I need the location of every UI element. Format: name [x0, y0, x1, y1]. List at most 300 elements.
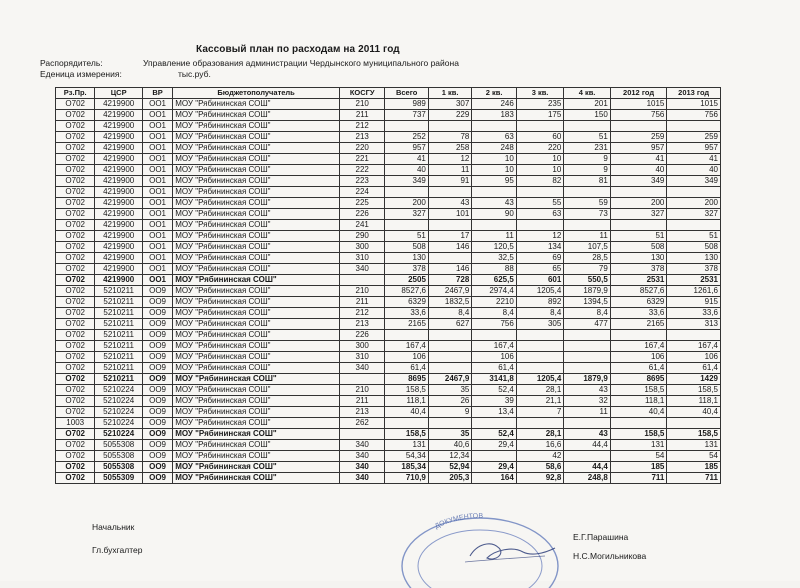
table-row: [56, 253, 721, 264]
cell-vr: ОО9: [142, 396, 172, 407]
table-row: [56, 187, 721, 198]
stamp-inner-ring: [418, 530, 542, 588]
cell-total: [385, 220, 428, 231]
table-row: [56, 209, 721, 220]
cell-recipient: МОУ "Рябининская СОШ": [173, 176, 340, 187]
cell-y2012: 131: [610, 440, 667, 451]
cell-recipient: МОУ "Рябининская СОШ": [173, 242, 340, 253]
col-header-q1: 1 кв.: [428, 88, 471, 99]
cell-q3: 60: [516, 132, 564, 143]
cell-vr: ОО1: [142, 143, 172, 154]
cell-total: 40,4: [385, 407, 428, 418]
cell-total: 8695: [385, 374, 428, 385]
cell-q3: [516, 220, 564, 231]
cell-y2012: 378: [610, 264, 667, 275]
cell-q2: 106: [472, 352, 516, 363]
cell-q1: 40,6: [428, 440, 471, 451]
cell-rzpr: О702: [56, 154, 95, 165]
cell-csr: 4219900: [95, 242, 143, 253]
cell-q3: 220: [516, 143, 564, 154]
cell-recipient: МОУ "Рябининская СОШ": [173, 407, 340, 418]
table-row: [56, 385, 721, 396]
cell-q1: 2467,9: [428, 286, 471, 297]
cell-q3: 58,6: [516, 462, 564, 473]
cell-kosgu: 300: [339, 341, 384, 352]
cell-q1: 17: [428, 231, 471, 242]
cell-q1: 8,4: [428, 308, 471, 319]
cell-total: [385, 187, 428, 198]
cell-q4: 550,5: [564, 275, 610, 286]
cell-q2: 120,5: [472, 242, 516, 253]
col-header-2012: 2012 год: [610, 88, 667, 99]
cell-rzpr: О702: [56, 143, 95, 154]
cell-q4: 11: [564, 407, 610, 418]
cell-q3: 8,4: [516, 308, 564, 319]
col-header-q3: 3 кв.: [516, 88, 564, 99]
cell-kosgu: 210: [339, 99, 384, 110]
table-row: [56, 132, 721, 143]
cell-total: 61,4: [385, 363, 428, 374]
cell-csr: 5210224: [95, 429, 143, 440]
cell-q3: [516, 341, 564, 352]
table-body: [56, 99, 721, 484]
cell-kosgu: 213: [339, 319, 384, 330]
cell-total: 710,9: [385, 473, 428, 484]
cell-total: 2505: [385, 275, 428, 286]
cell-recipient: МОУ "Рябининская СОШ": [173, 220, 340, 231]
cell-kosgu: 210: [339, 286, 384, 297]
cell-vr: ОО1: [142, 165, 172, 176]
cell-rzpr: О702: [56, 385, 95, 396]
cell-kosgu: 224: [339, 187, 384, 198]
cell-csr: 4219900: [95, 264, 143, 275]
cell-csr: 5055308: [95, 451, 143, 462]
table-row: [56, 330, 721, 341]
cell-y2013: 1261,6: [667, 286, 721, 297]
cell-vr: ОО9: [142, 308, 172, 319]
cell-q3: 69: [516, 253, 564, 264]
cell-total: 33,6: [385, 308, 428, 319]
cell-y2012: 158,5: [610, 385, 667, 396]
cell-y2012: 54: [610, 451, 667, 462]
cash-plan-table: [55, 87, 721, 484]
cell-rzpr: О702: [56, 242, 95, 253]
cell-q1: 146: [428, 242, 471, 253]
cell-kosgu: 213: [339, 407, 384, 418]
cell-rzpr: О702: [56, 121, 95, 132]
cell-y2013: 167,4: [667, 341, 721, 352]
cell-q2: 2210: [472, 297, 516, 308]
cell-vr: ОО1: [142, 110, 172, 121]
cell-q3: 10: [516, 154, 564, 165]
cell-q4: 9: [564, 154, 610, 165]
cell-csr: 5210211: [95, 308, 143, 319]
cell-vr: ОО9: [142, 462, 172, 473]
cell-csr: 4219900: [95, 132, 143, 143]
cell-rzpr: О702: [56, 363, 95, 374]
cell-vr: ОО9: [142, 385, 172, 396]
cell-q4: 28,5: [564, 253, 610, 264]
cell-q2: 10: [472, 154, 516, 165]
cell-recipient: МОУ "Рябининская СОШ": [173, 319, 340, 330]
cell-y2013: [667, 418, 721, 429]
cell-rzpr: О702: [56, 308, 95, 319]
cell-q3: [516, 352, 564, 363]
cell-recipient: МОУ "Рябининская СОШ": [173, 429, 340, 440]
cell-q2: 52,4: [472, 429, 516, 440]
cell-csr: 4219900: [95, 187, 143, 198]
col-header-recipient: Бюджетополучатель: [173, 88, 340, 99]
cell-kosgu: 340: [339, 462, 384, 473]
cell-q3: [516, 121, 564, 132]
cell-csr: 5210211: [95, 330, 143, 341]
cell-y2012: 327: [610, 209, 667, 220]
cell-q2: 13,4: [472, 407, 516, 418]
cell-y2012: 41: [610, 154, 667, 165]
cell-q2: [472, 418, 516, 429]
cell-vr: ОО9: [142, 473, 172, 484]
cell-rzpr: О702: [56, 231, 95, 242]
cell-q2: 248: [472, 143, 516, 154]
cell-total: 54,34: [385, 451, 428, 462]
table-row: [56, 308, 721, 319]
cell-q1: 35: [428, 429, 471, 440]
cell-csr: 5055309: [95, 473, 143, 484]
cell-q2: 167,4: [472, 341, 516, 352]
cell-q4: 477: [564, 319, 610, 330]
cell-total: 737: [385, 110, 428, 121]
cell-vr: ОО9: [142, 363, 172, 374]
table-row: [56, 341, 721, 352]
cell-y2013: 185: [667, 462, 721, 473]
cell-q2: 625,5: [472, 275, 516, 286]
cell-y2012: 2165: [610, 319, 667, 330]
col-header-2013: 2013 год: [667, 88, 721, 99]
cell-q1: 91: [428, 176, 471, 187]
cell-csr: 5055308: [95, 462, 143, 473]
table-row: [56, 198, 721, 209]
cell-total: 41: [385, 154, 428, 165]
cell-y2012: 158,5: [610, 429, 667, 440]
cell-vr: ОО1: [142, 132, 172, 143]
cell-kosgu: [339, 374, 384, 385]
cell-q3: 65: [516, 264, 564, 275]
cell-total: [385, 330, 428, 341]
official-stamp: [395, 508, 570, 588]
cell-q1: 11: [428, 165, 471, 176]
cell-total: [385, 418, 428, 429]
cell-total: 131: [385, 440, 428, 451]
cell-rzpr: О702: [56, 473, 95, 484]
cell-y2013: 54: [667, 451, 721, 462]
cell-q4: 231: [564, 143, 610, 154]
cell-csr: 5210211: [95, 341, 143, 352]
cell-q4: 11: [564, 231, 610, 242]
cell-recipient: МОУ "Рябининская СОШ": [173, 253, 340, 264]
cell-csr: 5210211: [95, 297, 143, 308]
cell-y2012: 6329: [610, 297, 667, 308]
cell-total: 252: [385, 132, 428, 143]
cell-total: 508: [385, 242, 428, 253]
cell-total: 200: [385, 198, 428, 209]
cell-y2012: 508: [610, 242, 667, 253]
cell-y2012: 2531: [610, 275, 667, 286]
cell-q2: 39: [472, 396, 516, 407]
table-row: [56, 418, 721, 429]
cell-total: 130: [385, 253, 428, 264]
cell-q1: 12: [428, 154, 471, 165]
cell-recipient: МОУ "Рябининская СОШ": [173, 352, 340, 363]
cell-q3: 12: [516, 231, 564, 242]
cell-csr: 4219900: [95, 198, 143, 209]
cell-y2013: 957: [667, 143, 721, 154]
cell-kosgu: 213: [339, 132, 384, 143]
cell-y2012: 259: [610, 132, 667, 143]
cell-vr: ОО9: [142, 440, 172, 451]
cell-q1: 12,34: [428, 451, 471, 462]
table-row: [56, 451, 721, 462]
cell-rzpr: О702: [56, 187, 95, 198]
cell-y2013: 61,4: [667, 363, 721, 374]
cell-y2012: 130: [610, 253, 667, 264]
cell-total: 158,5: [385, 385, 428, 396]
cell-csr: 4219900: [95, 143, 143, 154]
cell-csr: 4219900: [95, 154, 143, 165]
cell-recipient: МОУ "Рябининская СОШ": [173, 198, 340, 209]
cell-q4: 9: [564, 165, 610, 176]
cell-csr: 5210224: [95, 407, 143, 418]
table-row: [56, 473, 721, 484]
cell-vr: ОО9: [142, 407, 172, 418]
cell-recipient: МОУ "Рябининская СОШ": [173, 440, 340, 451]
cell-kosgu: 220: [339, 143, 384, 154]
cell-y2013: [667, 121, 721, 132]
cell-q4: 1394,5: [564, 297, 610, 308]
col-header-csr: ЦСР: [95, 88, 143, 99]
cell-rzpr: О702: [56, 451, 95, 462]
cell-q1: [428, 418, 471, 429]
cell-q1: 2467,9: [428, 374, 471, 385]
cell-y2013: 756: [667, 110, 721, 121]
cell-q1: 101: [428, 209, 471, 220]
cell-y2012: 40,4: [610, 407, 667, 418]
cell-y2013: [667, 330, 721, 341]
cell-q4: 43: [564, 385, 610, 396]
cell-kosgu: 211: [339, 110, 384, 121]
accountant-label: Гл.бухгалтер: [92, 545, 143, 555]
table-row: [56, 286, 721, 297]
cell-rzpr: О702: [56, 429, 95, 440]
cell-q2: [472, 121, 516, 132]
cell-vr: ОО1: [142, 209, 172, 220]
cell-recipient: МОУ "Рябининская СОШ": [173, 308, 340, 319]
cell-total: 349: [385, 176, 428, 187]
cell-y2013: 33,6: [667, 308, 721, 319]
cell-y2013: 349: [667, 176, 721, 187]
cell-q4: 73: [564, 209, 610, 220]
cell-q3: 28,1: [516, 385, 564, 396]
cell-total: 185,34: [385, 462, 428, 473]
cell-recipient: МОУ "Рябининская СОШ": [173, 297, 340, 308]
cell-vr: ОО1: [142, 220, 172, 231]
cell-rzpr: О702: [56, 440, 95, 451]
cell-vr: ОО1: [142, 242, 172, 253]
cell-recipient: МОУ "Рябининская СОШ": [173, 473, 340, 484]
cell-q1: 307: [428, 99, 471, 110]
cell-csr: 4219900: [95, 110, 143, 121]
cell-rzpr: О702: [56, 275, 95, 286]
table-row: [56, 176, 721, 187]
table-row: [56, 264, 721, 275]
cell-total: 158,5: [385, 429, 428, 440]
cell-q4: 51: [564, 132, 610, 143]
cell-y2013: 41: [667, 154, 721, 165]
col-header-vr: ВР: [142, 88, 172, 99]
cell-kosgu: 300: [339, 242, 384, 253]
cell-q3: 42: [516, 451, 564, 462]
cell-q3: 7: [516, 407, 564, 418]
cell-q3: 82: [516, 176, 564, 187]
table-row: [56, 429, 721, 440]
cell-csr: 4219900: [95, 209, 143, 220]
col-header-q2: 2 кв.: [472, 88, 516, 99]
cell-kosgu: 262: [339, 418, 384, 429]
cell-rzpr: О702: [56, 198, 95, 209]
cell-rzpr: О702: [56, 341, 95, 352]
cell-q1: 78: [428, 132, 471, 143]
signature-scribble: [470, 544, 555, 559]
cell-y2013: 327: [667, 209, 721, 220]
cell-kosgu: 241: [339, 220, 384, 231]
cell-q4: 43: [564, 429, 610, 440]
cell-vr: ОО9: [142, 429, 172, 440]
table-row: [56, 440, 721, 451]
cell-q1: 43: [428, 198, 471, 209]
table-row: [56, 99, 721, 110]
cell-q2: [472, 451, 516, 462]
cell-csr: 4219900: [95, 165, 143, 176]
col-header-total: Всего: [385, 88, 428, 99]
cell-recipient: МОУ "Рябининская СОШ": [173, 374, 340, 385]
cell-kosgu: 340: [339, 363, 384, 374]
cell-vr: ОО9: [142, 374, 172, 385]
cell-q1: 229: [428, 110, 471, 121]
cell-rzpr: О702: [56, 396, 95, 407]
cell-y2013: 2531: [667, 275, 721, 286]
cell-q3: 28,1: [516, 429, 564, 440]
cell-vr: ОО9: [142, 341, 172, 352]
cell-q4: 8,4: [564, 308, 610, 319]
cell-rzpr: О702: [56, 330, 95, 341]
cell-kosgu: 340: [339, 451, 384, 462]
cell-total: 378: [385, 264, 428, 275]
col-header-q4: 4 кв.: [564, 88, 610, 99]
cell-y2013: [667, 187, 721, 198]
cell-y2013: 200: [667, 198, 721, 209]
cell-csr: 5210211: [95, 286, 143, 297]
cell-q3: [516, 330, 564, 341]
cell-q4: 44,4: [564, 440, 610, 451]
stamp-text: ДОКУМЕНТОВ: [433, 512, 484, 531]
cell-q1: 52,94: [428, 462, 471, 473]
cell-rzpr: О702: [56, 462, 95, 473]
cell-q3: [516, 418, 564, 429]
cell-q1: [428, 187, 471, 198]
cell-q2: [472, 220, 516, 231]
cell-q4: 59: [564, 198, 610, 209]
cell-recipient: МОУ "Рябининская СОШ": [173, 231, 340, 242]
cell-q3: 16,6: [516, 440, 564, 451]
cell-vr: ОО9: [142, 319, 172, 330]
cell-q3: 305: [516, 319, 564, 330]
cell-q1: 35: [428, 385, 471, 396]
cell-q4: [564, 341, 610, 352]
cell-y2012: 756: [610, 110, 667, 121]
cell-q4: [564, 121, 610, 132]
cell-q1: [428, 253, 471, 264]
cell-rzpr: О702: [56, 286, 95, 297]
cell-y2012: 118,1: [610, 396, 667, 407]
cell-vr: ОО9: [142, 330, 172, 341]
cell-rzpr: О702: [56, 209, 95, 220]
cell-rzpr: О702: [56, 110, 95, 121]
cell-recipient: МОУ "Рябининская СОШ": [173, 187, 340, 198]
cell-q4: 44,4: [564, 462, 610, 473]
cell-q2: 90: [472, 209, 516, 220]
cell-kosgu: 222: [339, 165, 384, 176]
cell-q2: 43: [472, 198, 516, 209]
cell-csr: 4219900: [95, 231, 143, 242]
cell-q4: [564, 220, 610, 231]
cell-q2: 63: [472, 132, 516, 143]
cell-q3: 55: [516, 198, 564, 209]
cell-y2012: [610, 418, 667, 429]
cell-y2013: 130: [667, 253, 721, 264]
cell-vr: ОО9: [142, 297, 172, 308]
cell-total: 167,4: [385, 341, 428, 352]
cell-q1: [428, 352, 471, 363]
cell-y2013: 106: [667, 352, 721, 363]
cell-q4: 79: [564, 264, 610, 275]
cell-q2: 29,4: [472, 462, 516, 473]
cell-total: 989: [385, 99, 428, 110]
cell-q1: 1832,5: [428, 297, 471, 308]
cell-y2012: 61,4: [610, 363, 667, 374]
cell-q1: [428, 341, 471, 352]
col-header-rzpr: Рз.Пр.: [56, 88, 95, 99]
cell-recipient: МОУ "Рябининская СОШ": [173, 418, 340, 429]
cell-csr: 5210211: [95, 363, 143, 374]
cell-csr: 4219900: [95, 253, 143, 264]
cell-y2012: [610, 121, 667, 132]
cell-total: 2165: [385, 319, 428, 330]
cell-q4: 1879,9: [564, 286, 610, 297]
cell-q2: 61,4: [472, 363, 516, 374]
manager-value: Управление образования администрации Чердынского муниципального района: [143, 58, 459, 68]
cell-q3: 1205,4: [516, 374, 564, 385]
cell-y2012: [610, 187, 667, 198]
cell-y2013: [667, 220, 721, 231]
cell-q1: 9: [428, 407, 471, 418]
cell-vr: ОО9: [142, 352, 172, 363]
accountant-name: Н.С.Могильникова: [573, 551, 647, 561]
cell-q2: 95: [472, 176, 516, 187]
cell-q2: 2974,4: [472, 286, 516, 297]
cell-q4: 1879,9: [564, 374, 610, 385]
cell-q4: [564, 418, 610, 429]
cell-q3: [516, 187, 564, 198]
cell-rzpr: О702: [56, 132, 95, 143]
